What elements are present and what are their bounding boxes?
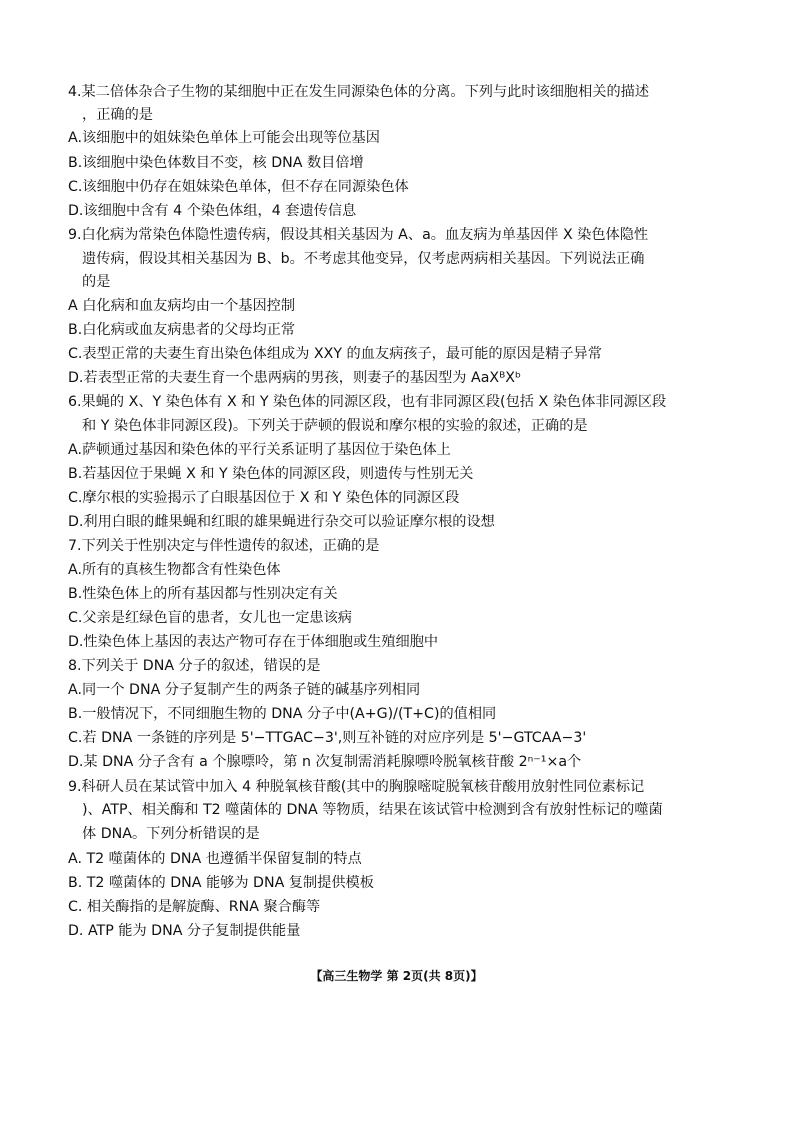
text-line: B.一般情况下，不同细胞生物的 DNA 分子中(A+G)/(T+C)的值相同 [68,706,497,722]
text-line: C. 相关酶指的是解旋酶、RNA 聚合酶等 [68,899,321,915]
text-line: 8.下列关于 DNA 分子的叙述，错误的是 [68,658,321,674]
text-line: 的是 [82,274,111,290]
text-line: C.表型正常的夫妻生育出染色体组成为 XXY 的血友病孩子，最可能的原因是精子异常 [68,346,602,362]
text-line: B. T2 噬菌体的 DNA 能够为 DNA 复制提供模板 [68,875,374,891]
text-line: 7.下列关于性别决定与伴性遗传的叙述，正确的是 [68,538,380,554]
text-line: B.白化病或血友病患者的父母均正常 [68,322,296,338]
text-line: D.若表型正常的夫妻生育一个患两病的男孩，则妻子的基因型为 AaXᴮXᵇ [68,370,522,386]
text-line: 4.某二倍体杂合子生物的某细胞中正在发生同源染色体的分离。下列与此时该细胞相关的描述 [68,84,650,100]
text-line: C.该细胞中仍存在姐妹染色单体，但不存在同源染色体 [68,179,409,195]
text-line: D.利用白眼的雌果蝇和红眼的雄果蝇进行杂交可以验证摩尔根的设想 [68,514,495,530]
text-line: A. T2 噬菌体的 DNA 也遵循半保留复制的特点 [68,851,362,867]
text-line: A.该细胞中的姐妹染色单体上可能会出现等位基因 [68,130,380,146]
text-line: C.若 DNA 一条链的序列是 5'−TTGAC−3',则互补链的对应序列是 5'−GTCAA−3' [68,730,587,746]
text-line: 6.果蝇的 X、Y 染色体有 X 和 Y 染色体的同源区段，也有非同源区段(包括 X 染色体非同源区段 [68,394,667,410]
text-line: 体 DNA。下列分析错误的是 [82,826,260,842]
text-line: A.萨顿通过基因和染色体的平行关系证明了基因位于染色体上 [68,442,451,458]
text-line: )、ATP、相关酶和 T2 噬菌体的 DNA 等物质，结果在该试管中检测到含有放射性标记的噬菌 [82,802,663,818]
text-line: C.摩尔根的实验揭示了白眼基因位于 X 和 Y 染色体的同源区段 [68,490,460,506]
text-line: B.该细胞中染色体数目不变，核 DNA 数目倍增 [68,155,364,171]
text-line: A.所有的真核生物都含有性染色体 [68,562,281,578]
text-line: C.父亲是红绿色盲的患者，女儿也一定患该病 [68,610,352,626]
text-line: B.性染色体上的所有基因都与性别决定有关 [68,586,338,602]
text-line: B.若基因位于果蝇 X 和 Y 染色体的同源区段，则遗传与性别无关 [68,466,474,482]
text-line: D.该细胞中含有 4 个染色体组，4 套遗传信息 [68,203,357,219]
text-line: D.某 DNA 分子含有 a 个腺嘌呤，第 n 次复制需消耗腺嘌呤脱氧核苷酸 2ⁿ⁻¹×a个 [68,754,582,770]
text-line: A 白化病和血友病均由一个基因控制 [68,298,296,314]
text-line: 和 Y 染色体非同源区段)。下列关于萨顿的假说和摩尔根的实验的叙述，正确的是 [82,418,588,434]
text-line: D. ATP 能为 DNA 分子复制提供能量 [68,923,301,939]
text-line: 9.白化病为常染色体隐性遗传病，假设其相关基因为 A、a。血友病为单基因伴 X 染色体隐性 [68,227,649,243]
text-line: 遗传病，假设其相关基因为 B、b。不考虑其他变异，仅考虑两病相关基因。下列说法正确 [82,251,645,267]
text-line: ，正确的是 [82,107,153,123]
page-footer: 【高三生物学 第 2页(共 8页)】 [310,969,483,983]
text-line: 9.科研人员在某试管中加入 4 种脱氧核苷酸(其中的胸腺嘧啶脱氧核苷酸用放射性同位素标记 [68,779,645,795]
text-line: A.同一个 DNA 分子复制产生的两条子链的碱基序列相同 [68,682,421,698]
text-line: D.性染色体上基因的表达产物可存在于体细胞或生殖细胞中 [68,634,439,650]
